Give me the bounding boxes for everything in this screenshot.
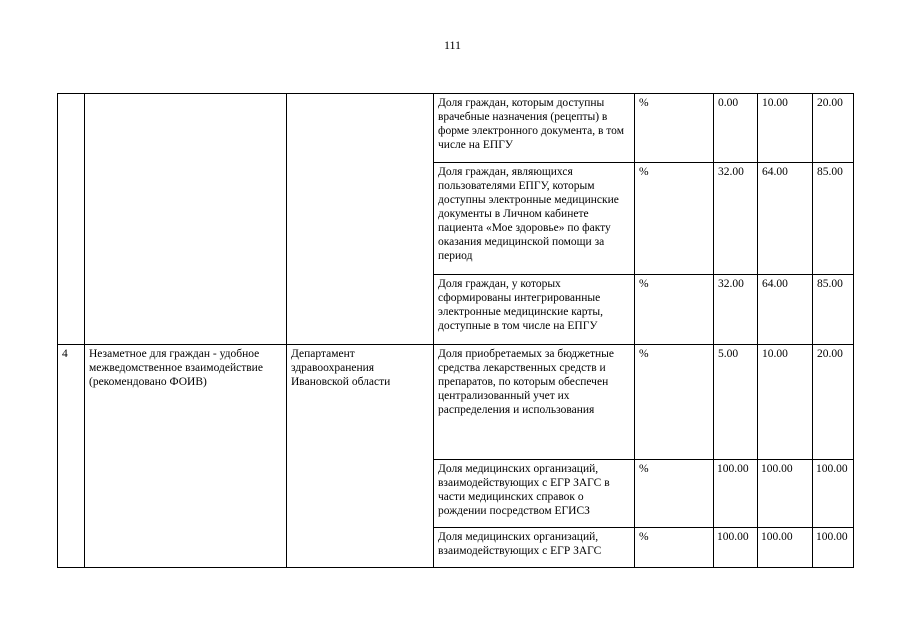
indicator-cell: Доля медицинских организаций, взаимодействующих с ЕГР ЗАГС в части медицинских справок о рождении посредством ЕГИСЗ	[434, 460, 635, 528]
project-cell	[85, 94, 287, 345]
value-cell-1: 100.00	[714, 460, 758, 528]
value-cell-2: 10.00	[758, 345, 813, 460]
table-row	[58, 345, 854, 460]
indicator-cell: Доля граждан, у которых сформированы интегрированные электронные медицинские карты, доступные в том числе на ЕПГУ	[434, 275, 635, 345]
value-cell-3: 85.00	[813, 163, 854, 275]
value-cell-1: 5.00	[714, 345, 758, 460]
value-cell-3: 20.00	[813, 345, 854, 460]
table-row	[58, 94, 854, 163]
department-cell	[287, 94, 434, 345]
value-cell-1: 32.00	[714, 163, 758, 275]
unit-cell: %	[635, 460, 714, 528]
unit-cell: %	[635, 528, 714, 568]
section-number-cell: 4	[58, 345, 85, 568]
department-cell: Департамент здравоохранения Ивановской области	[287, 345, 434, 568]
value-cell-2: 100.00	[758, 460, 813, 528]
value-cell-1: 32.00	[714, 275, 758, 345]
unit-cell: %	[635, 94, 714, 163]
indicator-cell: Доля граждан, которым доступны врачебные назначения (рецепты) в форме электронного документа, в том числе на ЕПГУ	[434, 94, 635, 163]
unit-cell: %	[635, 275, 714, 345]
value-cell-2: 64.00	[758, 275, 813, 345]
indicators-table	[57, 93, 854, 568]
project-cell: Незаметное для граждан - удобное межведомственное взаимодействие (рекомендовано ФОИВ)	[85, 345, 287, 568]
indicator-cell: Доля граждан, являющихся пользователями ЕПГУ, которым доступны электронные медицинские документы в Личном кабинете пациента «Мое здоровье» по факту оказания медицинской помощи за период	[434, 163, 635, 275]
page-number: 111	[443, 38, 462, 52]
value-cell-2: 64.00	[758, 163, 813, 275]
value-cell-3: 100.00	[813, 528, 854, 568]
value-cell-3: 20.00	[813, 94, 854, 163]
value-cell-2: 10.00	[758, 94, 813, 163]
indicator-cell: Доля медицинских организаций, взаимодействующих с ЕГР ЗАГС	[434, 528, 635, 568]
value-cell-3: 85.00	[813, 275, 854, 345]
section-number-cell	[58, 94, 85, 345]
unit-cell: %	[635, 163, 714, 275]
indicator-cell: Доля приобретаемых за бюджетные средства лекарственных средств и препаратов, по которым обеспечен централизованный учет их распределения и использования	[434, 345, 635, 460]
value-cell-3: 100.00	[813, 460, 854, 528]
unit-cell: %	[635, 345, 714, 460]
value-cell-2: 100.00	[758, 528, 813, 568]
value-cell-1: 0.00	[714, 94, 758, 163]
value-cell-1: 100.00	[714, 528, 758, 568]
